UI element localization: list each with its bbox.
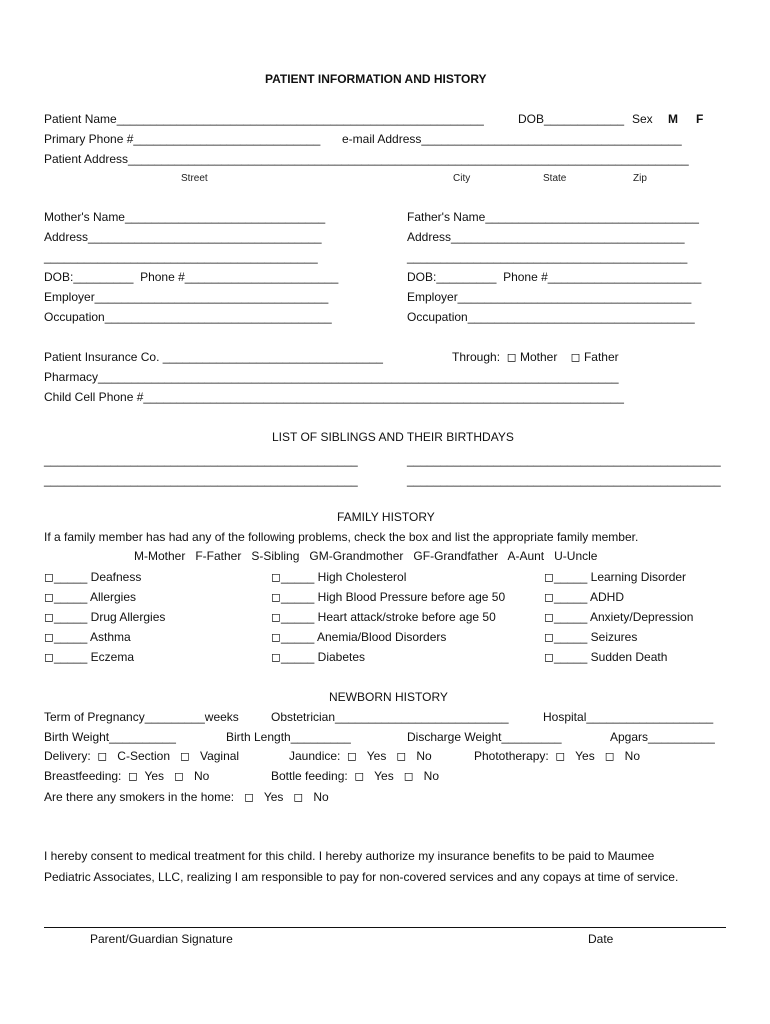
family-history-item[interactable]: ◻_____ High Cholesterol	[271, 570, 407, 584]
family-history-item[interactable]: ◻_____ Asthma	[44, 630, 131, 644]
patient-dob-field[interactable]: DOB____________	[518, 112, 625, 126]
sibling-line-4[interactable]: _______________________________________________	[407, 473, 721, 487]
father-dob-phone-field[interactable]: DOB:_________ Phone #_______________________	[407, 270, 702, 284]
family-history-item[interactable]: ◻_____ Drug Allergies	[44, 610, 166, 624]
family-history-item[interactable]: ◻_____ Seizures	[544, 630, 638, 644]
family-history-item[interactable]: ◻_____ Deafness	[44, 570, 142, 584]
insurance-through-options[interactable]: Through: ◻ Mother ◻ Father	[452, 350, 619, 364]
mother-address-field[interactable]: Address___________________________________	[44, 230, 322, 244]
bottle-feeding-options[interactable]: Bottle feeding: ◻ Yes ◻ No	[271, 769, 440, 783]
birth-length-field[interactable]: Birth Length_________	[226, 730, 351, 744]
signature-line[interactable]	[44, 927, 726, 928]
phototherapy-options[interactable]: Phototherapy: ◻ Yes ◻ No	[474, 749, 641, 763]
father-employer-field[interactable]: Employer___________________________________	[407, 290, 692, 304]
obstetrician-field[interactable]: Obstetrician__________________________	[271, 710, 509, 724]
family-history-item[interactable]: ◻_____ Sudden Death	[544, 650, 668, 664]
breastfeeding-options[interactable]: Breastfeeding: ◻ Yes ◻ No	[44, 769, 210, 783]
father-address-line2[interactable]: __________________________________________	[407, 250, 688, 264]
birth-weight-field[interactable]: Birth Weight__________	[44, 730, 176, 744]
address-zip-label: Zip	[633, 173, 647, 184]
family-history-item[interactable]: ◻_____ Eczema	[44, 650, 135, 664]
sex-option-m[interactable]: M	[668, 112, 678, 126]
family-history-item[interactable]: ◻_____ Heart attack/stroke before age 50	[271, 610, 496, 624]
father-name-field[interactable]: Father's Name________________________________	[407, 210, 699, 224]
smokers-options[interactable]: Are there any smokers in the home: ◻ Yes ◻ No	[44, 790, 329, 804]
form-title: PATIENT INFORMATION AND HISTORY	[265, 72, 487, 86]
mother-dob-phone-field[interactable]: DOB:_________ Phone #_______________________	[44, 270, 339, 284]
jaundice-options[interactable]: Jaundice: ◻ Yes ◻ No	[289, 749, 432, 763]
date-label: Date	[588, 932, 614, 946]
consent-text-line-1: I hereby consent to medical treatment for this child. I hereby authorize my insurance benefits to be paid to Maumee	[44, 849, 655, 863]
newborn-history-heading: NEWBORN HISTORY	[329, 690, 448, 704]
address-city-label: City	[453, 173, 471, 184]
pharmacy-field[interactable]: Pharmacy______________________________________________________________________________	[44, 370, 619, 384]
father-address-field[interactable]: Address___________________________________	[407, 230, 685, 244]
siblings-heading: LIST OF SIBLINGS AND THEIR BIRTHDAYS	[272, 430, 514, 444]
family-history-item[interactable]: ◻_____ Anxiety/Depression	[544, 610, 694, 624]
family-history-item[interactable]: ◻_____ High Blood Pressure before age 50	[271, 590, 506, 604]
primary-phone-field[interactable]: Primary Phone #____________________________	[44, 132, 321, 146]
mother-employer-field[interactable]: Employer___________________________________	[44, 290, 329, 304]
delivery-options[interactable]: Delivery: ◻ C-Section ◻ Vaginal	[44, 749, 240, 763]
sex-option-f[interactable]: F	[696, 112, 704, 126]
term-of-pregnancy-field[interactable]: Term of Pregnancy_________weeks	[44, 710, 239, 724]
family-history-item[interactable]: ◻_____ Anemia/Blood Disorders	[271, 630, 447, 644]
address-street-label: Street	[181, 173, 208, 184]
discharge-weight-field[interactable]: Discharge Weight_________	[407, 730, 562, 744]
apgars-field[interactable]: Apgars__________	[610, 730, 715, 744]
insurance-company-field[interactable]: Patient Insurance Co. _________________________________	[44, 350, 383, 364]
father-occupation-field[interactable]: Occupation__________________________________	[407, 310, 695, 324]
consent-text-line-2: Pediatric Associates, LLC, realizing I am responsible to pay for non-covered services and any copays at time of service.	[44, 870, 679, 884]
patient-name-field[interactable]: Patient Name_______________________________________________________	[44, 112, 484, 126]
sibling-line-1[interactable]: _______________________________________________	[44, 453, 358, 467]
family-history-item[interactable]: ◻_____ ADHD	[544, 590, 625, 604]
family-member-legend: M-Mother F-Father S-Sibling GM-Grandmother GF-Grandfather A-Aunt U-Uncle	[134, 549, 598, 563]
mother-name-field[interactable]: Mother's Name______________________________	[44, 210, 326, 224]
family-history-instructions: If a family member has had any of the following problems, check the box and list the appropriate family member.	[44, 530, 639, 544]
signature-label: Parent/Guardian Signature	[90, 932, 233, 946]
hospital-field[interactable]: Hospital___________________	[543, 710, 714, 724]
mother-address-line2[interactable]: _________________________________________	[44, 250, 318, 264]
family-history-item[interactable]: ◻_____ Diabetes	[271, 650, 366, 664]
email-field[interactable]: e-mail Address_______________________________________	[342, 132, 682, 146]
sex-label: Sex	[632, 112, 653, 126]
child-cell-phone-field[interactable]: Child Cell Phone #________________________________________________________________________	[44, 390, 624, 404]
address-state-label: State	[543, 173, 567, 184]
patient-address-field[interactable]: Patient Address____________________________________________________________________________________	[44, 152, 689, 166]
sibling-line-3[interactable]: _______________________________________________	[44, 473, 358, 487]
sibling-line-2[interactable]: _______________________________________________	[407, 453, 721, 467]
family-history-item[interactable]: ◻_____ Learning Disorder	[544, 570, 687, 584]
mother-occupation-field[interactable]: Occupation__________________________________	[44, 310, 332, 324]
family-history-item[interactable]: ◻_____ Allergies	[44, 590, 137, 604]
family-history-heading: FAMILY HISTORY	[337, 510, 435, 524]
